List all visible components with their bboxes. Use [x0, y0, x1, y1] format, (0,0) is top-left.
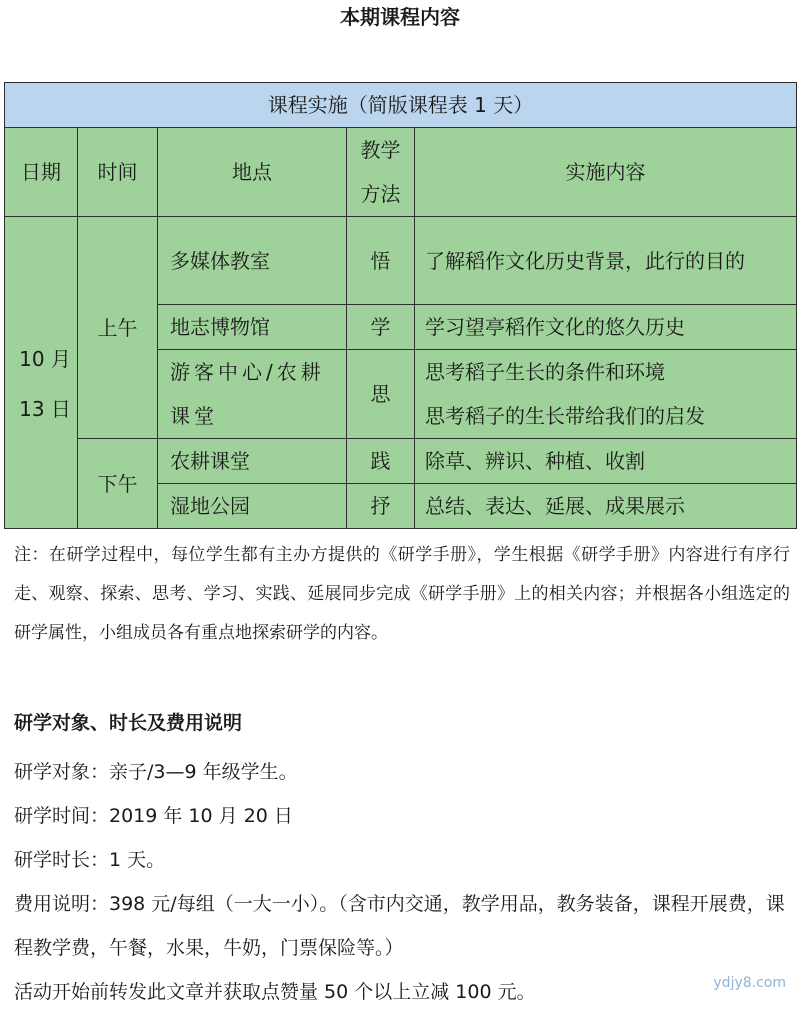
- info-block: [14, 750, 790, 1014]
- header-date: 日期: [5, 128, 78, 217]
- content-cell: 总结、表达、延展、成果展示: [415, 484, 797, 529]
- date-line2: 13 日: [19, 397, 71, 421]
- note-paragraph: 注：在研学过程中，每位学生都有主办方提供的《研学手册》，学生根据《研学手册》内容进行有序行走、观察、探索、思考、学习、实践、延展同步完成《研学手册》上的相关内容；并根据各小组选定的研学属性，小组成员各有重点地探索研学的内容。: [14, 545, 790, 643]
- location-cell: [158, 350, 347, 439]
- info-fee: 费用说明：398 元/每组（一大一小）。（含市内交通，教学用品，教务装备，课程开展费，课程教学费，午餐，水果，牛奶，门票保险等。）: [14, 893, 785, 959]
- header-method: [347, 128, 415, 217]
- info-target: 研学对象：亲子/3—9 年级学生。: [14, 761, 298, 783]
- content-cell: 学习望亭稻作文化的悠久历史: [415, 305, 797, 350]
- header-time: 时间: [78, 128, 158, 217]
- date-cell: [5, 217, 78, 529]
- table-caption: 课程实施（简版课程表 1 天）: [5, 83, 797, 128]
- info-duration: 研学时长：1 天。: [14, 849, 166, 871]
- method-cell: 思: [347, 350, 415, 439]
- location-cell: 湿地公园: [158, 484, 347, 529]
- location-cell: 农耕课堂: [158, 439, 347, 484]
- location-line2: 课堂: [170, 404, 218, 428]
- info-promo: 活动开始前转发此文章并获取点赞量 50 个以上立减 100 元。: [14, 981, 536, 1003]
- table-row: [5, 439, 797, 484]
- method-cell: 悟: [347, 217, 415, 305]
- page-title: 本期课程内容: [340, 5, 460, 29]
- content-cell: 了解稻作文化历史背景，此行的目的: [415, 217, 797, 305]
- header-location: 地点: [158, 128, 347, 217]
- section-title: 研学对象、时长及费用说明: [14, 712, 243, 734]
- location-cell: 地志博物馆: [158, 305, 347, 350]
- content-cell: 除草、辨识、种植、收割: [415, 439, 797, 484]
- header-method-line2: 方法: [360, 182, 401, 206]
- time-morning: 上午: [78, 217, 158, 439]
- method-cell: 学: [347, 305, 415, 350]
- location-line1: 游客中心/农耕: [170, 360, 325, 384]
- method-cell: 抒: [347, 484, 415, 529]
- header-method-line1: 教学: [360, 138, 401, 162]
- course-schedule-table: [4, 82, 797, 529]
- date-line1: 10 月: [19, 347, 71, 371]
- content-cell: [415, 350, 797, 439]
- info-time: 研学时间：2019 年 10 月 20 日: [14, 805, 293, 827]
- method-cell: 践: [347, 439, 415, 484]
- header-content: 实施内容: [415, 128, 797, 217]
- table-row: [5, 217, 797, 305]
- table-header-row: [5, 128, 797, 217]
- table-caption-row: [5, 83, 797, 128]
- location-cell: 多媒体教室: [158, 217, 347, 305]
- watermark: ydjy8.com: [713, 975, 786, 991]
- time-afternoon: 下午: [78, 439, 158, 529]
- content-line1: 思考稻子生长的条件和环境: [425, 360, 665, 384]
- content-line2: 思考稻子的生长带给我们的启发: [425, 404, 705, 428]
